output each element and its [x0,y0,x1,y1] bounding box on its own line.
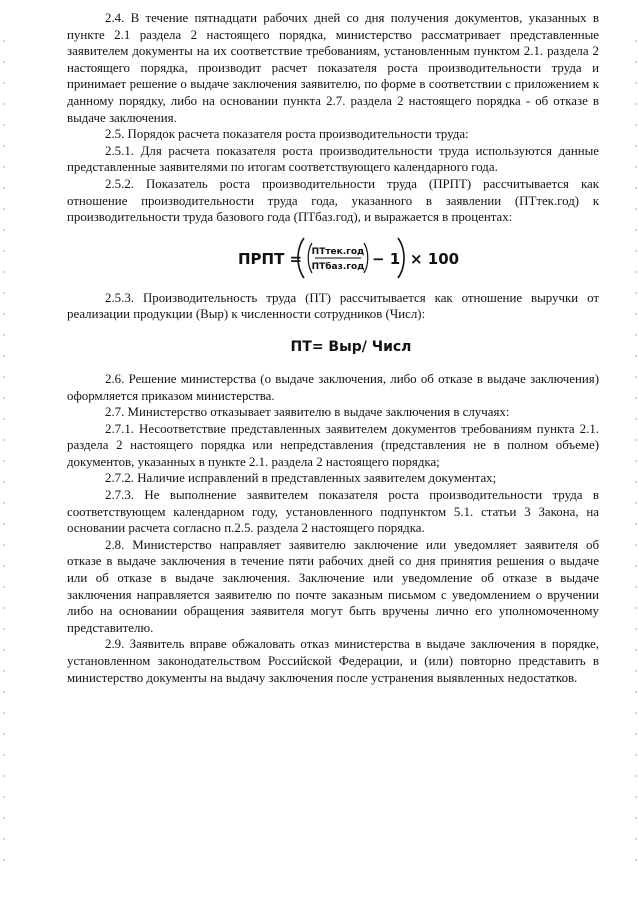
paragraph-2-4: 2.4. В течение пятнадцати рабочих дней со дня получения документов, указанных в пункте 2.1 раздела 2 настоящего порядка, министерство рассматривает представленные заявителем документы на их соответствие требованиям, установленным пунктом 2.1. раздела 2 настоящего порядка, производит расчет показателя роста производительности труда и принимает решение о выдаче заключения заявителю, по форме в соответствии с приложением к данному порядку, либо на основании пункта 2.7. раздела 2 настоящего порядка - об отказе в выдаче заключения. [67,11,599,125]
paragraph-2-5-3: 2.5.3. Производительность труда (ПТ) рассчитывается как отношение выручки от реализации продукции (Выр) к численности сотрудников (Числ): [67,290,599,322]
scan-dot [635,733,637,735]
scan-dot [3,670,5,672]
paragraph-2-9: 2.9. Заявитель вправе обжаловать отказ министерства в выдаче заключения в порядке, установленном законодательством Российской Федерации, и (или) повторно представить в министерство документы на выдачу заключения после устранения выявленных недостатков. [67,637,599,685]
scan-dot [3,313,5,315]
scan-dot [3,145,5,147]
paragraph-2-7-3: 2.7.3. Не выполнение заявителем показателя роста производительности труда в соответствующем календарном году, установленного подпунктом 5.1. статьи 3 Закона, на основании расчета согласно п.2.5. раздела 2 настоящего порядка. [67,488,599,536]
scan-dot [635,649,637,651]
scan-dot [635,355,637,357]
paragraph-2-5-1: 2.5.1. Для расчета показателя роста производительности труда используются данные представленные заявителями по итогам соответствующего календарного года. [67,143,599,175]
formula-prpt-svg [238,233,468,283]
scan-dot [635,397,637,399]
scan-dot [3,124,5,126]
scan-dot [3,40,5,42]
scan-dot [3,166,5,168]
scan-dot [635,103,637,105]
scan-dot [3,334,5,336]
scan-dot [3,649,5,651]
scan-dot [635,334,637,336]
scan-dot [3,817,5,819]
scan-dot [635,607,637,609]
scan-dot [635,61,637,63]
formula-denominator: ПТбаз.год [311,261,365,272]
scan-dot [635,775,637,777]
scan-dot [3,565,5,567]
scan-dot [635,796,637,798]
scan-dot [3,859,5,861]
scan-dot [3,61,5,63]
scan-dot [635,565,637,567]
scan-dot [3,439,5,441]
scan-dot [635,481,637,483]
formula-pt: ПТ= Выр/ Числ [290,338,412,355]
scan-dot [635,376,637,378]
paragraph-2-7: 2.7. Министерство отказывает заявителю в выдаче заключения в случаях: [105,405,510,420]
scan-dot [635,502,637,504]
scan-dot [3,292,5,294]
scan-dot [635,208,637,210]
scan-dot [3,376,5,378]
scan-dot [635,859,637,861]
scan-dot [3,544,5,546]
scan-dot [635,817,637,819]
scan-dot [635,250,637,252]
paragraph-2-7-2: 2.7.2. Наличие исправлений в представленных заявителем документах; [105,471,497,486]
paragraph-2-8: 2.8. Министерство направляет заявителю заключение или уведомляет заявителя об отказе в выдаче заключения в течение пяти рабочих дней со дня принятия решения о выдаче или об отказе в выдаче заключения. Заключение или уведомление об отказе в выдаче заключения направляется заявителю по почте заказным письмом с уведомлением о вручении либо на основании обращения заявителя могут быть вручены лично его уполномоченному представителю. [67,537,599,635]
formula-prpt [67,226,599,290]
scan-dot [635,292,637,294]
scan-dot [3,397,5,399]
paragraph-2-6: 2.6. Решение министерства (о выдаче заключения, либо об отказе в выдаче заключения) оформляется приказом министерства. [67,371,599,403]
formula-minus-one: − 1 [372,249,401,268]
scan-dot [635,460,637,462]
scan-dot [3,586,5,588]
scan-dot [635,754,637,756]
scan-dot [3,481,5,483]
scan-dot [3,628,5,630]
scan-dot [635,229,637,231]
scan-dot [3,775,5,777]
scan-dot [635,691,637,693]
scan-dot [635,124,637,126]
scan-dot [3,250,5,252]
scan-margin-left [2,40,5,860]
scan-dot [3,103,5,105]
scan-dot [635,271,637,273]
scan-dot [3,229,5,231]
scan-margin-right [634,40,637,860]
scan-dot [3,82,5,84]
scan-dot [635,82,637,84]
scan-dot [3,208,5,210]
document-body [67,10,599,686]
formula-times: × 100 [410,249,460,268]
scan-dot [3,691,5,693]
scan-dot [3,754,5,756]
right-small-paren [364,243,368,273]
scan-dot [635,628,637,630]
scan-dot [635,313,637,315]
scan-dot [3,712,5,714]
scan-dot [635,418,637,420]
paragraph-2-5-2: 2.5.2. Показатель роста производительности труда (ПРПТ) рассчитывается как отношение производительности труда года, указанного в заявлении (ПТтек.год) к производительности труда базового года (ПТбаз.год), и выражается в процентах: [67,176,599,225]
formula-numerator: ПТтек.год [311,246,365,257]
scan-dot [3,502,5,504]
scan-dot [3,460,5,462]
scan-dot [635,544,637,546]
scan-dot [3,733,5,735]
scan-dot [3,355,5,357]
scan-dot [3,796,5,798]
scan-dot [635,166,637,168]
paragraph-2-7-1: 2.7.1. Несоответствие представленных заявителем документов требованиям пункта 2.1. раздела 2 настоящего порядка или непредставления (представления не в полном объеме) документов, указанных в пункте 2.1. раздела 2 настоящего порядка; [67,421,599,469]
scan-dot [3,838,5,840]
scan-dot [635,523,637,525]
scan-dot [635,838,637,840]
scan-dot [3,418,5,420]
scan-dot [3,523,5,525]
scan-dot [635,712,637,714]
scan-dot [3,187,5,189]
scan-dot [635,187,637,189]
scan-dot [635,586,637,588]
scan-dot [635,40,637,42]
scan-dot [3,271,5,273]
formula-lhs: ПРПТ = [238,249,303,268]
scan-dot [635,670,637,672]
scan-dot [635,145,637,147]
scan-dot [635,439,637,441]
scan-dot [3,607,5,609]
paragraph-2-5: 2.5. Порядок расчета показателя роста производительности труда: [105,127,469,142]
